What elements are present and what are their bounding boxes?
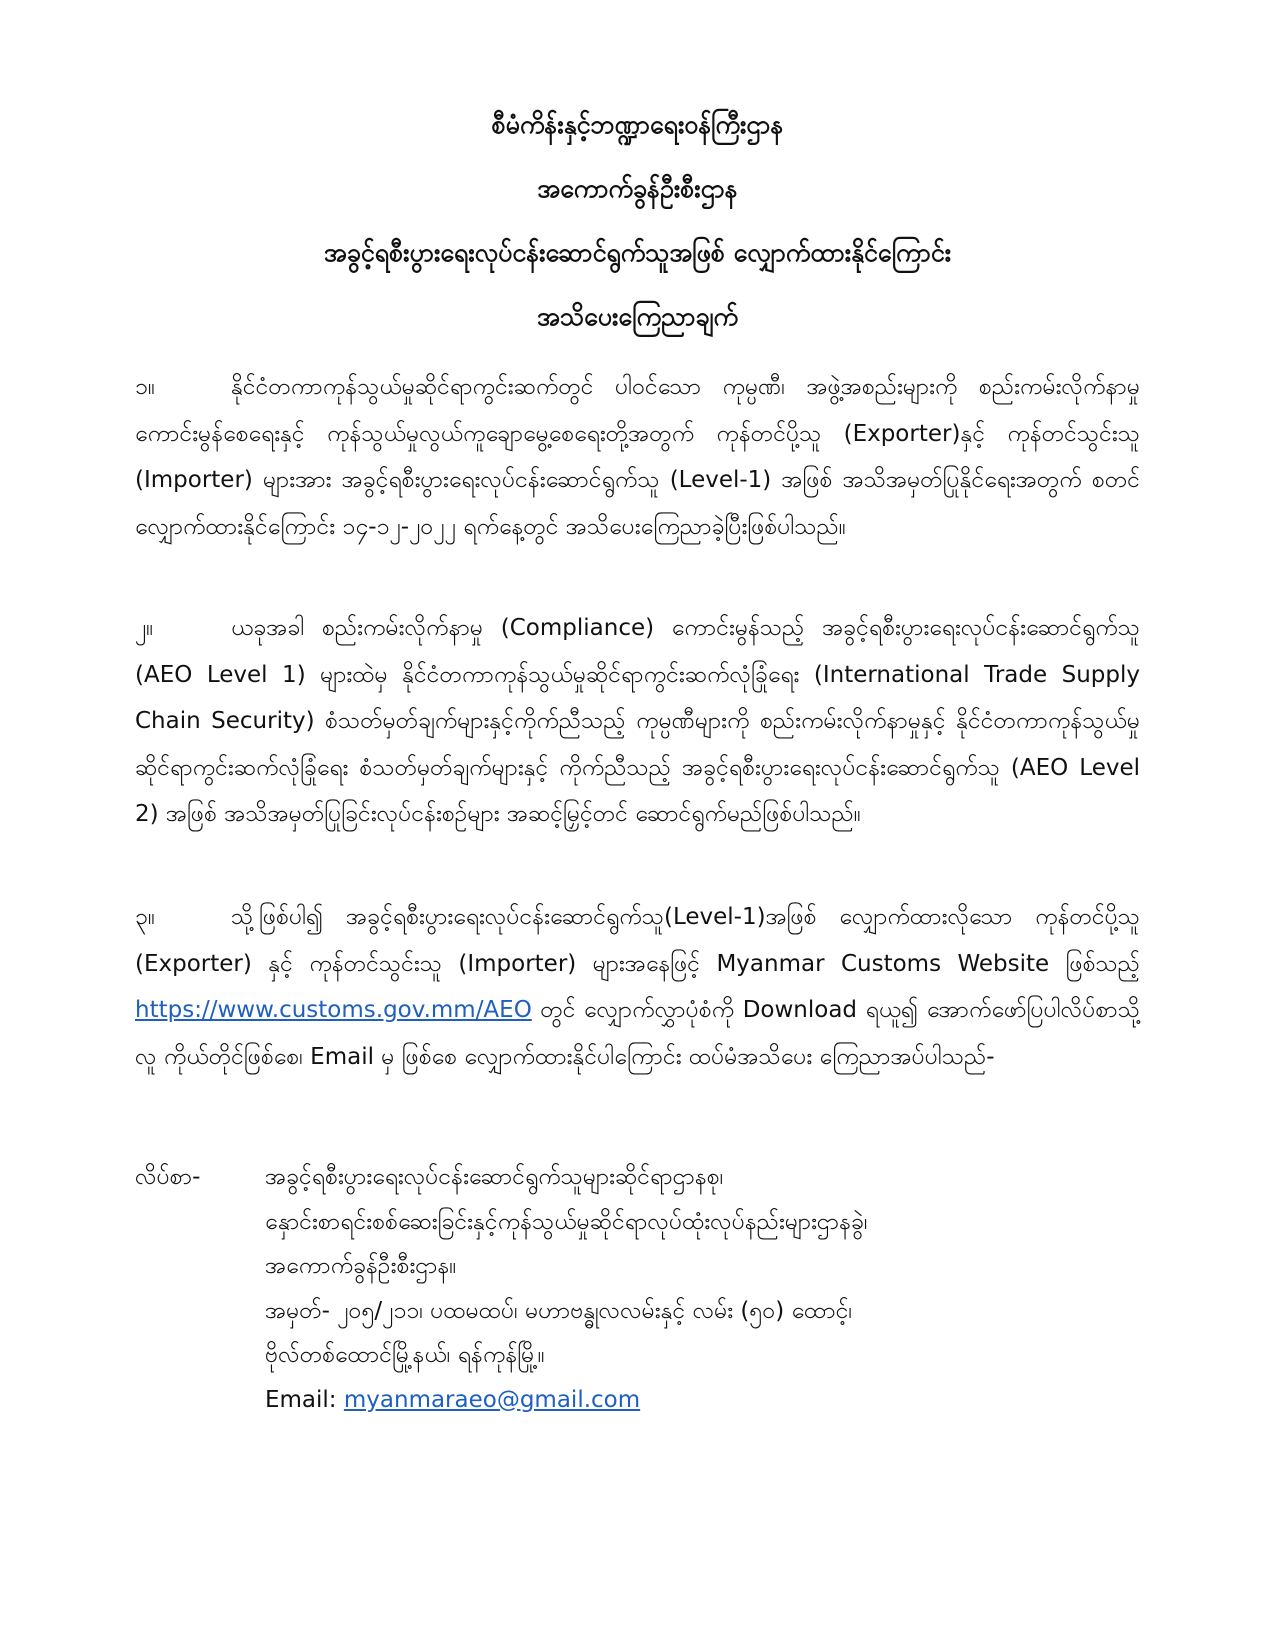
paragraph-text: နိုင်ငံတကာကုန်သွယ်မှုဆိုင်ရာကွင်းဆက်တွင် ပါဝင်သော ကုမ္ပဏီ၊ အဖွဲ့အစည်းများကို စည်းကမ်းလိုက်နာမှုကောင်းမွန်စေရေးနှင့် ကုန်သွယ်မှုလွယ်ကူချောမွေ့စေရေးတို့အတွက် ကုန်တင်ပို့သူ (Exporter)နှင့် ကုန်တင်သွင်းသူ (Importer) များအား အခွင့်ရစီးပွားရေးလုပ်ငန်းဆောင်ရွက်သူ (Level-1) အဖြစ် အသိအမှတ်ပြုနိုင်ရေးအတွက် စတင်လျှောက်ထားနိုင်ကြောင်း ၁၄-၁၂-၂၀၂၂ ရက်နေ့တွင် အသိပေးကြေညာခဲ့ပြီးဖြစ်ပါသည်။ bbox=[135, 374, 1140, 540]
email-link[interactable]: myanmaraeo@gmail.com bbox=[343, 1386, 641, 1413]
ministry-title: စီမံကိန်းနှင့်ဘဏ္ဍာရေးဝန်ကြီးဌာန bbox=[491, 110, 784, 139]
address-line: အကောက်ခွန်ဦးစီးဌာန။ bbox=[265, 1253, 457, 1279]
paragraph-text-before-link: သို့ဖြစ်ပါ၍ အခွင့်ရစီးပွားရေးလုပ်ငန်းဆောင်ရွက်သူ(Level-1)အဖြစ် လျှောက်ထားလိုသော ကုန်တင်ပို့သူ (Exporter) နှင့် ကုန်တင်သွင်းသူ (Importer) များအနေဖြင့် Myanmar Customs Website ဖြစ်သည့် bbox=[135, 904, 1140, 977]
paragraph-number: ၃။ bbox=[135, 904, 155, 930]
paragraph-text: ယခုအခါ စည်းကမ်းလိုက်နာမှု (Compliance) ကောင်းမွန်သည့် အခွင့်ရစီးပွားရေးလုပ်ငန်းဆောင်ရွက်သူ (AEO Level 1) များထဲမှ နိုင်ငံတကာကုန်သွယ်မှုဆိုင်ရာကွင်းဆက်လုံခြုံရေး (International Trade Supply Chain Security) စံသတ်မှတ်ချက်များနှင့်ကိုက်ညီသည့် ကုမ္ပဏီများကို စည်းကမ်းလိုက်နာမှုနှင့် နိုင်ငံတကာကုန်သွယ်မှုဆိုင်ရာကွင်းဆက်လုံခြုံရေး စံသတ်မှတ်ချက်များနှင့် ကိုက်ညီသည့် အခွင့်ရစီးပွားရေးလုပ်ငန်းဆောင်ရွက်သူ (AEO Level 2) အဖြစ် အသိအမှတ်ပြုခြင်းလုပ်ငန်းစဉ်များ အဆင့်မြှင့်တင် ဆောင်ရွက်မည်ဖြစ်ပါသည်။ bbox=[135, 615, 1140, 827]
address-lines bbox=[265, 1155, 1140, 1422]
email-label: Email: bbox=[265, 1386, 344, 1413]
address-line: အမှတ်- ၂၀၅/၂၁၁၊ ပထမထပ်၊ မဟာဗန္ဓုလလမ်းနှင့် လမ်း (၅၀) ထောင့်၊ bbox=[265, 1297, 853, 1324]
paragraph-1 bbox=[135, 364, 1140, 550]
address-line: အခွင့်ရစီးပွားရေးလုပ်ငန်းဆောင်ရွက်သူများဆိုင်ရာဌာနစု၊ bbox=[265, 1164, 724, 1190]
address-line: ဗိုလ်တစ်ထောင်မြို့နယ်၊ ရန်ကုန်မြို့။ bbox=[265, 1342, 545, 1368]
notice-title: အသိပေးကြေညာချက် bbox=[537, 302, 738, 331]
customs-aeo-link[interactable]: https://www.customs.gov.mm/AEO bbox=[135, 997, 532, 1023]
paragraph-number: ၂။ bbox=[135, 615, 154, 641]
department-title: အကောက်ခွန်ဦးစီးဌာန bbox=[537, 174, 738, 203]
paragraph-text-after-link: တွင် လျှောက်လွှာပုံစံကို Download ရယူ၍ အောက်ဖော်ပြပါလိပ်စာသို့ လူ ကိုယ်တိုင်ဖြစ်စေ၊ Email မှ ဖြစ်စေ လျှောက်ထားနိုင်ပါကြောင်း ထပ်မံအသိပေး ကြေညာအပ်ပါသည်- bbox=[135, 997, 1140, 1070]
email-line bbox=[265, 1378, 1140, 1423]
paragraph-2 bbox=[135, 605, 1140, 838]
paragraph-number: ၁။ bbox=[135, 374, 155, 400]
address-line: နှောင်းစာရင်းစစ်ဆေးခြင်းနှင့်ကုန်သွယ်မှုဆိုင်ရာလုပ်ထုံးလုပ်နည်းများဌာနခွဲ၊ bbox=[265, 1208, 868, 1235]
subject-title: အခွင့်ရစီးပွားရေးလုပ်ငန်းဆောင်ရွက်သူအဖြစ် လျှောက်ထားနိုင်ကြောင်း bbox=[323, 238, 952, 267]
address-label: လိပ်စာ- bbox=[135, 1164, 201, 1190]
paragraph-3 bbox=[135, 894, 1140, 1080]
